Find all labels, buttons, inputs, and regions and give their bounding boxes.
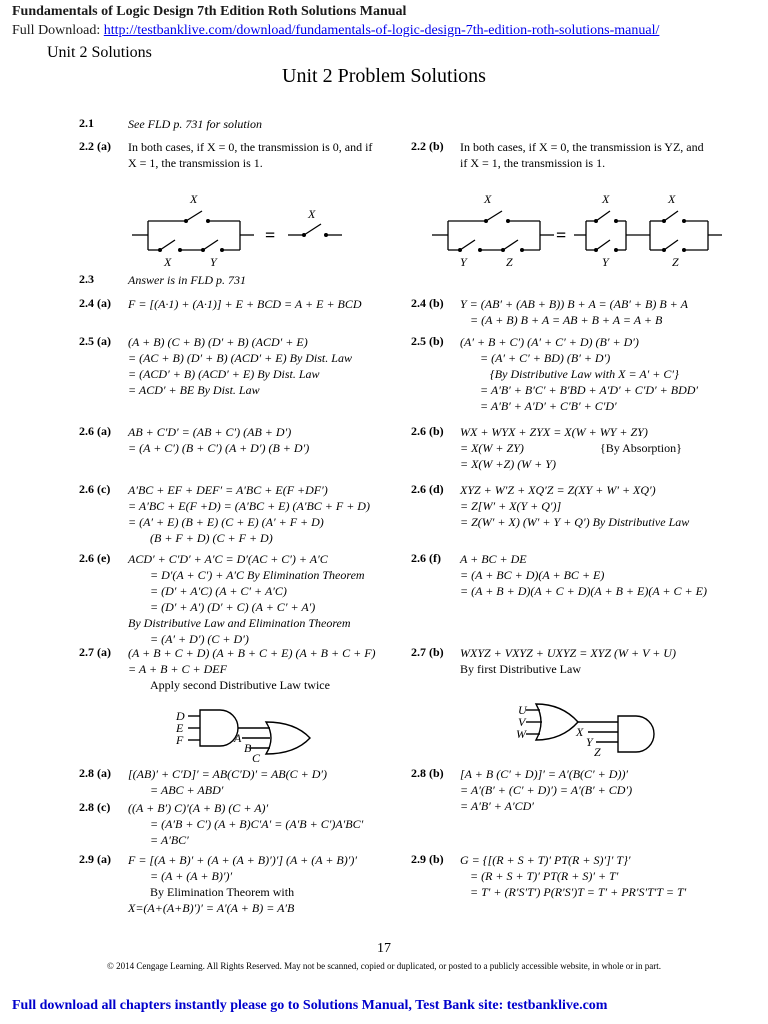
problem-body: In both cases, if X = 0, the transmission is YZ, and if X = 1, the transmission is 1. — [460, 140, 704, 170]
page-title: Unit 2 Problem Solutions — [282, 65, 486, 87]
problem-note: {By Absorption} — [600, 441, 682, 455]
svg-text:D: D — [176, 709, 185, 723]
problem-number: 2.6 (e) — [79, 551, 111, 565]
problem-number: 2.3 — [79, 272, 94, 286]
svg-text:W: W — [516, 727, 526, 741]
problem-body: (A + B + C + D) (A + B + C + E) (A + B + C + F) = A + B + C + DEF Apply second Distributive Law twice — [128, 646, 376, 692]
switch-network-diagram-b — [428, 188, 728, 270]
problem-body: AB + C′D′ = (AB + C′) (AB + D′) = (A + C′) (B + C′) (A + D′) (B + D′) — [128, 425, 310, 455]
problem-body: ((A + B′) C)′(A + B) (C + A)′ = (A′B + C′) (A + B)C′A′ = (A′B + C′)A′BC′ = A′BC′ — [128, 801, 364, 847]
problem-number: 2.8 (a) — [79, 766, 111, 780]
problem-body: [A + B (C′ + D)]′ = A′(B(C′ + D))′ = A′(B′ + (C′ + D)′) = A′(B′ + CD′) = A′B′ + A′CD′ — [460, 767, 633, 813]
problem-number: 2.6 (d) — [411, 482, 444, 496]
problem-number: 2.9 (a) — [79, 852, 111, 866]
svg-text:X: X — [576, 725, 584, 739]
problem-number: 2.7 (b) — [411, 645, 444, 659]
problem-body: (A + B) (C + B) (D′ + B) (ACD′ + E) = (AC + B) (D′ + B) (ACD′ + E) By Dist. Law = (ACD′ + B) (ACD′ + E) By Dist. Law = ACD′ + BE By Dist. Law — [128, 335, 352, 397]
download-line — [12, 23, 659, 39]
problem-body: XYZ + W′Z + XQ′Z = Z(XY + W′ + XQ′) = Z[W′ + X(Y + Q′)] = Z(W′ + X) (W′ + Y + Q′) By Distributive Law — [460, 483, 690, 529]
svg-text:E: E — [176, 721, 184, 735]
problem-body: G = {[(R + S + T)′ PT(R + S)′]′ T}′ = (R + S + T)′ PT(R + S)′ + T′ = T′ + (R′S′T′) P(R′S′)T = T′ + PR′S′T′T = T′ — [460, 853, 687, 899]
problem-body: F = [(A·1) + (A·1)] + E + BCD = A + E + BCD — [128, 297, 362, 311]
problem-number: 2.5 (b) — [411, 334, 444, 348]
problem-number: 2.1 — [79, 116, 94, 130]
svg-text:C: C — [252, 751, 261, 765]
svg-text:Y: Y — [586, 735, 593, 749]
logic-gate-diagram-b — [512, 700, 672, 762]
problem-number: 2.6 (b) — [411, 424, 444, 438]
label-y: Y — [460, 255, 467, 269]
download-prefix: Full Download: — [12, 23, 104, 38]
problem-body: ACD′ + C′D′ + A′C = D′(AC + C′) + A′C = D′(A + C′) + A′C By Elimination Theorem = (D′ + A′C) (A + C′ + A′C) = (D′ + A′) (D′ + C) (A + C′ + A′) By Distributive Law and Elimination Theorem = (A′ + D′) (C + D′) — [128, 552, 365, 646]
problem-number: 2.6 (c) — [79, 482, 111, 496]
label-y: Y — [210, 255, 217, 269]
equals-sign: = — [556, 225, 567, 245]
problem-body: A + BC + DE = (A + BC + D)(A + BC + E) = (A + B + D)(A + C + D)(A + B + E)(A + C + E) — [460, 552, 707, 598]
label-x: X — [668, 192, 676, 206]
problem-number: 2.2 (b) — [411, 139, 444, 153]
problem-number: 2.8 (b) — [411, 766, 444, 780]
document-header-title: Fundamentals of Logic Design 7th Edition Roth Solutions Manual — [12, 4, 407, 19]
copyright-notice: © 2014 Cengage Learning. All Rights Reserved. May not be scanned, copied or duplicated, or posted to a publicly accessible website, in whole or in part. — [107, 961, 661, 971]
unit-heading: Unit 2 Solutions — [47, 44, 152, 61]
problem-body: See FLD p. 731 for solution — [128, 117, 262, 131]
problem-number: 2.5 (a) — [79, 334, 111, 348]
footer-download-banner[interactable]: Full download all chapters instantly please go to Solutions Manual, Test Bank site: testbanklive.com — [12, 998, 608, 1013]
label-x: X — [308, 207, 316, 221]
svg-text:A: A — [234, 731, 242, 745]
equals-sign: = — [265, 225, 276, 245]
problem-number: 2.7 (a) — [79, 645, 111, 659]
problem-body: Answer is in FLD p. 731 — [128, 273, 247, 287]
label-x: X — [484, 192, 492, 206]
problem-body: A′BC + EF + DEF′ = A′BC + E(F +DF′) = A′BC + E(F +D) = (A′BC + E) (A′BC + F + D) = (A′ + E) (B + E) (C + E) (A′ + F + D) (B + F + D) (C + F + D) — [128, 483, 370, 545]
problem-body: In both cases, if X = 0, the transmission is 0, and if X = 1, the transmission is 1. — [128, 140, 373, 170]
problem-number: 2.6 (f) — [411, 551, 441, 565]
download-link[interactable]: http://testbanklive.com/download/fundamentals-of-logic-design-7th-edition-roth-solutions-manual/ — [103, 23, 660, 38]
problem-number: 2.6 (a) — [79, 424, 111, 438]
label-x: X — [164, 255, 172, 269]
logic-gate-diagram-a — [170, 704, 320, 766]
problem-body: WX + WYX + ZYX = X(W + WY + ZY) = X(W + ZY) = X(W +Z) (W + Y) — [460, 425, 648, 471]
svg-text:V: V — [518, 715, 526, 729]
label-x: X — [602, 192, 610, 206]
problem-body: Y = (AB′ + (AB + B)) B + A = (AB′ + B) B + A = (A + B) B + A = AB + B + A = A + B — [460, 297, 688, 327]
label-z: Z — [672, 255, 679, 269]
svg-text:Z: Z — [594, 745, 601, 759]
label-z: Z — [506, 255, 513, 269]
label-x: X — [190, 192, 198, 206]
svg-text:U: U — [518, 703, 527, 717]
problem-number: 2.9 (b) — [411, 852, 444, 866]
problem-body: F = [(A + B)′ + (A + (A + B)′)′] (A + (A + B)′)′ = (A + (A + B)′)′ By Elimination Theorem with X=(A+(A+B)′)′ = A′(A + B) = A′B — [128, 853, 357, 915]
problem-number: 2.4 (a) — [79, 296, 111, 310]
label-y: Y — [602, 255, 609, 269]
svg-text:B: B — [244, 741, 252, 755]
svg-text:F: F — [176, 733, 184, 747]
problem-number: 2.2 (a) — [79, 139, 111, 153]
problem-number: 2.4 (b) — [411, 296, 444, 310]
problem-body: WXYZ + VXYZ + UXYZ = XYZ (W + V + U) By first Distributive Law — [460, 646, 676, 676]
page-number: 17 — [377, 941, 391, 956]
problem-number: 2.8 (c) — [79, 800, 111, 814]
problem-body: (A′ + B + C′) (A′ + C′ + D) (B′ + D′) = (A′ + C′ + BD) (B′ + D′) {By Distributive Law with X = A′ + C′} = A′B′ + B′C′ + B′BD + A′D′ + C′D′ + BDD′ = A′B′ + A′D′ + C′B′ + C′D′ — [460, 335, 699, 413]
problem-body: [(AB)′ + C′D]′ = AB(C′D)′ = AB(C + D′) = ABC + ABD′ — [128, 767, 328, 797]
switch-network-diagram-a — [128, 188, 358, 270]
